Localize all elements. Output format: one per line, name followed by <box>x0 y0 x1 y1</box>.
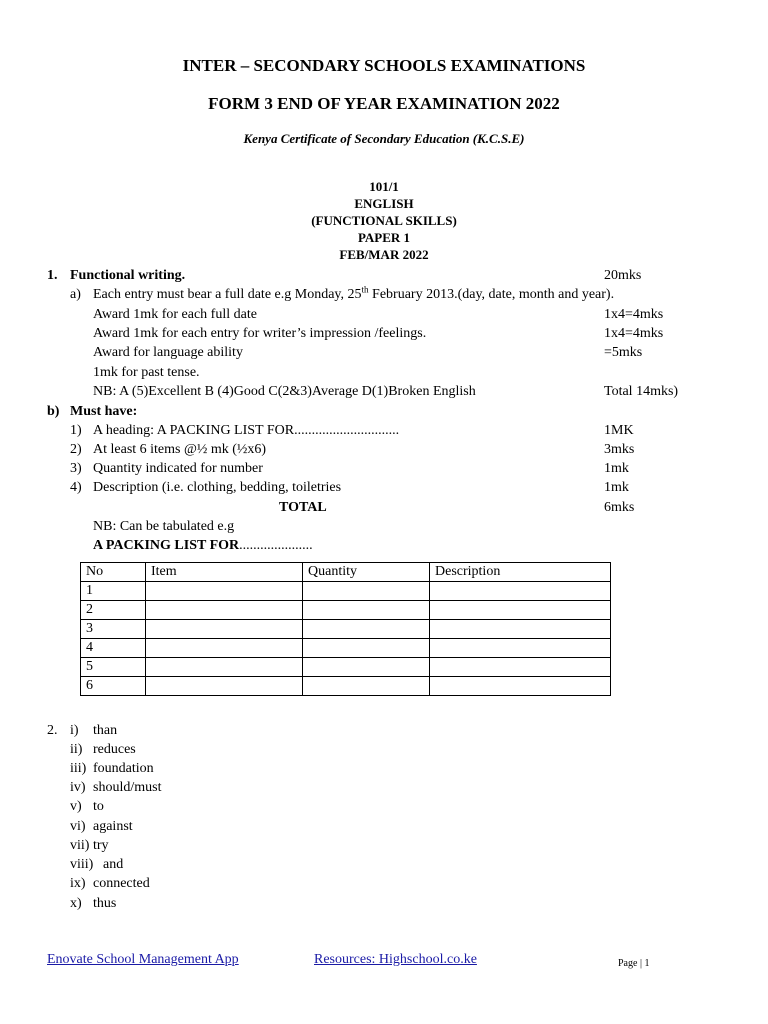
answer-text: should/must <box>93 780 162 795</box>
table-header: No <box>81 563 146 582</box>
award-impression: Award 1mk for each entry for writer’s impression /feelings. <box>93 326 427 341</box>
q1a-text <box>93 285 614 304</box>
table-cell <box>303 601 430 620</box>
answer-number: v) <box>70 799 82 814</box>
award-date-marks: 1x4=4mks <box>604 307 664 322</box>
list-item: A heading: A PACKING LIST FOR.............................. <box>93 423 400 438</box>
grading-total: Total 14mks) <box>604 384 679 399</box>
table-cell: 3 <box>81 620 146 639</box>
table-header-row <box>81 563 611 582</box>
packing-list-heading <box>93 536 313 555</box>
component: (FUNCTIONAL SKILLS) <box>311 213 457 228</box>
q1a-text-sup: th <box>361 284 369 295</box>
award-impression-marks: 1x4=4mks <box>604 326 664 341</box>
answer-text: reduces <box>93 742 136 757</box>
answer-text: and <box>103 857 124 872</box>
packing-list-table <box>80 562 611 696</box>
table-row <box>81 658 611 677</box>
answer-number: x) <box>70 896 82 911</box>
q1a-text-pre: Each entry must bear a full date e.g Monday, 25 <box>93 287 362 302</box>
table-header: Description <box>430 563 611 582</box>
table-cell <box>430 639 611 658</box>
table-cell <box>303 639 430 658</box>
table-cell <box>430 601 611 620</box>
list-item-marks: 3mks <box>604 442 635 457</box>
table-cell <box>430 620 611 639</box>
tabulate-note: NB: Can be tabulated e.g <box>93 519 235 534</box>
award-date: Award 1mk for each full date <box>93 307 257 322</box>
subject: ENGLISH <box>354 196 414 211</box>
answer-number: ix) <box>70 876 86 891</box>
answer-number: vii) <box>70 838 90 853</box>
table-cell: 5 <box>81 658 146 677</box>
answer-text: connected <box>93 876 150 891</box>
list-item-marks: 1mk <box>604 461 629 476</box>
answer-text: against <box>93 819 133 834</box>
resources-link[interactable]: Resources: Highschool.co.ke <box>314 952 477 967</box>
table-cell: 6 <box>81 677 146 696</box>
total-marks: 6mks <box>604 500 635 515</box>
app-link[interactable]: Enovate School Management App <box>47 952 239 967</box>
exam-date: FEB/MAR 2022 <box>339 247 429 262</box>
answer-number: iii) <box>70 761 87 776</box>
answer-text: than <box>93 723 118 738</box>
table-cell <box>430 677 611 696</box>
table-cell: 4 <box>81 639 146 658</box>
table-cell <box>430 582 611 601</box>
award-language: Award for language ability <box>93 345 243 360</box>
answer-text: foundation <box>93 761 154 776</box>
table-row <box>81 639 611 658</box>
q1-title: Functional writing. <box>70 268 186 283</box>
paper-code: 101/1 <box>369 179 399 194</box>
table-cell <box>303 658 430 677</box>
q1b-title: Must have: <box>70 404 138 419</box>
answer-text: to <box>93 799 104 814</box>
table-cell: 2 <box>81 601 146 620</box>
table-row <box>81 582 611 601</box>
answer-number: iv) <box>70 780 86 795</box>
table-cell <box>146 639 303 658</box>
table-cell <box>430 658 611 677</box>
list-item-marks: 1MK <box>604 423 634 438</box>
table-cell <box>146 620 303 639</box>
table-header: Quantity <box>303 563 430 582</box>
answer-text: try <box>93 838 109 853</box>
table-cell: 1 <box>81 582 146 601</box>
packing-list-heading-bold: A PACKING LIST FOR <box>93 538 240 553</box>
exam-title: FORM 3 END OF YEAR EXAMINATION 2022 <box>208 94 560 113</box>
table-cell <box>146 582 303 601</box>
table-row <box>81 677 611 696</box>
packing-list-heading-dots: ..................... <box>239 538 313 553</box>
list-item: Quantity indicated for number <box>93 461 263 476</box>
q1a-text-post: February 2013.(day, date, month and year). <box>368 287 615 302</box>
past-tense-note: 1mk for past tense. <box>93 365 200 380</box>
document-title: INTER – SECONDARY SCHOOLS EXAMINATIONS <box>182 56 586 75</box>
table-cell <box>303 582 430 601</box>
q2-number: 2. <box>47 723 58 738</box>
list-item-marks: 1mk <box>604 480 629 495</box>
answer-number: i) <box>70 723 79 738</box>
answer-number: viii) <box>70 857 94 872</box>
list-item-number: 1) <box>70 423 82 438</box>
list-item-number: 3) <box>70 461 82 476</box>
answer-text: thus <box>93 896 117 911</box>
table-cell <box>303 620 430 639</box>
page-number: Page | 1 <box>618 958 650 969</box>
q1a-label: a) <box>70 287 81 302</box>
table-header: Item <box>146 563 303 582</box>
q1-marks: 20mks <box>604 268 642 283</box>
total-label: TOTAL <box>279 500 327 515</box>
list-item: Description (i.e. clothing, bedding, toiletries <box>93 480 342 495</box>
table-cell <box>146 658 303 677</box>
grading-note: NB: A (5)Excellent B (4)Good C(2&3)Average D(1)Broken English <box>93 384 476 399</box>
table-cell <box>146 677 303 696</box>
table-row <box>81 601 611 620</box>
table-cell <box>303 677 430 696</box>
answer-number: vi) <box>70 819 86 834</box>
award-language-marks: =5mks <box>604 345 643 360</box>
q1b-label: b) <box>47 404 60 419</box>
table-cell <box>146 601 303 620</box>
q1-number: 1. <box>47 268 58 283</box>
list-item: At least 6 items @½ mk (½x6) <box>93 442 267 457</box>
table-row <box>81 620 611 639</box>
answer-number: ii) <box>70 742 83 757</box>
certificate-subtitle: Kenya Certificate of Secondary Education (K.C.S.E) <box>243 131 525 146</box>
paper-number: PAPER 1 <box>357 230 411 245</box>
list-item-number: 4) <box>70 480 82 495</box>
list-item-number: 2) <box>70 442 82 457</box>
